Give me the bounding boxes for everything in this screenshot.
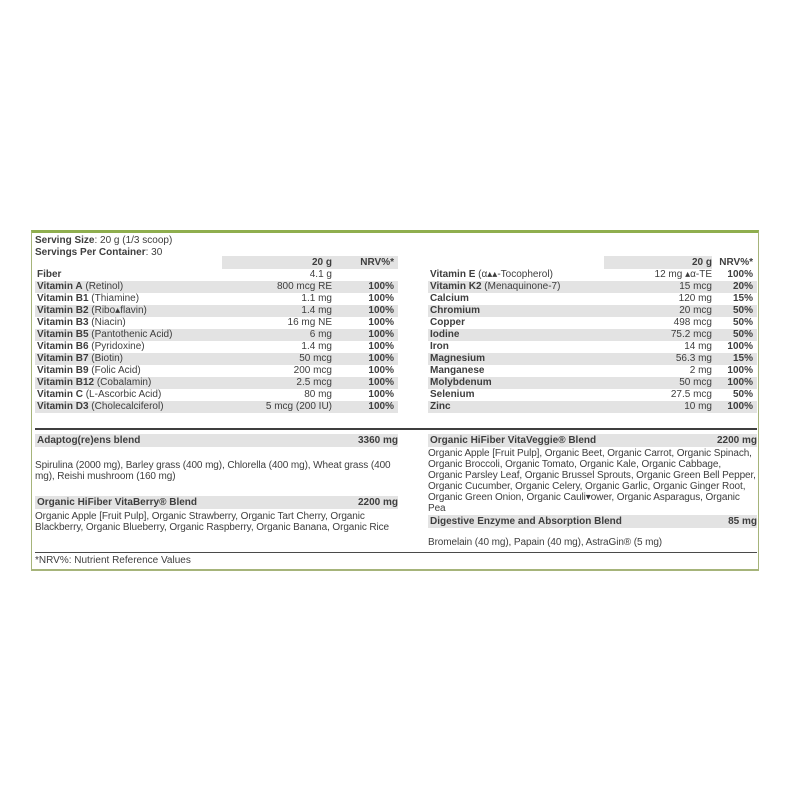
nutrient-name: Vitamin E (α▴▴-Tocopherol) <box>430 269 553 280</box>
header-amount: 20 g <box>604 256 712 269</box>
nutrient-name: Fiber <box>37 269 62 280</box>
nutrient-amount: 498 mcg <box>673 317 712 328</box>
nutrient-row <box>35 329 398 341</box>
nutrient-amount: 50 mcg <box>299 353 332 364</box>
nutrient-row <box>428 317 757 329</box>
nutrient-name: Vitamin B1 (Thiamine) <box>37 293 140 304</box>
nutrient-name: Manganese <box>430 365 485 376</box>
nutrient-name: Vitamin B6 (Pyridoxine) <box>37 341 145 352</box>
nutrient-nrv: 100% <box>368 377 394 388</box>
nutrient-name: Vitamin B7 (Biotin) <box>37 353 123 364</box>
nutrient-name: Vitamin K2 (Menaquinone-7) <box>430 281 561 292</box>
nutrient-name: Iron <box>430 341 449 352</box>
vitamins-table-left <box>35 256 398 413</box>
nutrient-amount: 200 mcg <box>293 365 332 376</box>
rows-left <box>35 269 398 413</box>
nutrient-name: Calcium <box>430 293 469 304</box>
nutrient-amount: 10 mg <box>684 401 712 412</box>
nutrient-amount: 1.1 mg <box>301 293 332 304</box>
nutrient-row <box>428 389 757 401</box>
nutrient-nrv: 50% <box>732 317 753 328</box>
nutrient-row <box>428 353 757 365</box>
nutrient-amount: 27.5 mcg <box>670 389 712 400</box>
nutrient-nrv: 15% <box>732 293 753 304</box>
nutrient-name: Vitamin A (Retinol) <box>37 281 124 292</box>
nutrient-name: Selenium <box>430 389 475 400</box>
nutrient-name: Magnesium <box>430 353 486 364</box>
nutrition-facts-panel <box>31 230 759 571</box>
nutrient-row <box>35 269 398 281</box>
blend-title: Organic HiFiber VitaVeggie® Blend <box>428 434 649 447</box>
nutrient-row <box>428 329 757 341</box>
nutrient-amount: 6 mg <box>309 329 332 340</box>
header-nrv: NRV%* <box>332 256 398 269</box>
serving-size-value: : 20 g (1/3 scoop) <box>94 235 173 246</box>
nutrient-name: Vitamin D3 (Cholecalciferol) <box>37 401 164 412</box>
nutrient-nrv: 100% <box>727 341 753 352</box>
nutrient-amount: 1.4 mg <box>301 305 332 316</box>
nutrient-amount: 2.5 mcg <box>296 377 332 388</box>
nutrient-name: Vitamin B2 (Ribo▴flavin) <box>37 305 147 316</box>
blend-header <box>35 434 398 447</box>
nutrient-name: Chromium <box>430 305 480 316</box>
header-nrv: NRV%* <box>712 256 757 269</box>
nutrient-row <box>35 305 398 317</box>
nutrient-name: Molybdenum <box>430 377 492 388</box>
blend-title: Digestive Enzyme and Absorption Blend <box>428 515 649 528</box>
nutrient-nrv: 20% <box>732 281 753 292</box>
nutrient-nrv: 100% <box>368 365 394 376</box>
section-divider-line <box>35 428 757 430</box>
nutrient-nrv: 100% <box>368 293 394 304</box>
nutrient-amount: 12 mg ▴α-TE <box>654 269 712 280</box>
nutrient-nrv: 100% <box>727 377 753 388</box>
blend-section <box>428 434 757 514</box>
nutrient-nrv: 100% <box>368 353 394 364</box>
nutrient-row <box>428 341 757 353</box>
nutrient-nrv: 15% <box>732 353 753 364</box>
nutrient-row <box>428 365 757 377</box>
nutrient-nrv: 100% <box>368 401 394 412</box>
header-amount: 20 g <box>222 256 332 269</box>
blends-left-column <box>35 434 398 533</box>
rows-right <box>428 269 757 413</box>
minerals-table-right <box>428 256 757 413</box>
nutrient-nrv: 100% <box>368 329 394 340</box>
nutrient-amount: 5 mcg (200 IU) <box>265 401 332 412</box>
nutrient-row <box>428 281 757 293</box>
table-header-left <box>35 256 398 269</box>
nutrient-row <box>35 401 398 413</box>
nutrient-amount: 4.1 g <box>309 269 332 280</box>
nutrient-nrv: 50% <box>732 305 753 316</box>
nutrient-nrv: 100% <box>368 341 394 352</box>
blend-title: Adaptog(re)ens blend <box>35 434 288 447</box>
footnote-divider-line <box>35 552 757 553</box>
nutrient-row <box>35 353 398 365</box>
serving-size-label: Serving Size <box>35 235 95 246</box>
nutrient-amount: 14 mg <box>684 341 712 352</box>
nutrient-nrv: 50% <box>732 389 753 400</box>
nutrient-name: Copper <box>430 317 465 328</box>
blend-amount: 2200 mg <box>649 434 757 447</box>
blend-amount: 85 mg <box>649 515 757 528</box>
nutrient-amount: 75.2 mcg <box>670 329 712 340</box>
blends-right-column <box>428 434 757 548</box>
nutrient-nrv: 100% <box>727 365 753 376</box>
nutrient-row <box>35 377 398 389</box>
blend-header <box>428 434 757 447</box>
nutrient-row <box>428 377 757 389</box>
nutrient-name: Vitamin B9 (Folic Acid) <box>37 365 141 376</box>
nutrient-name: Vitamin B3 (Niacin) <box>37 317 126 328</box>
nutrient-row <box>428 401 757 413</box>
blend-section <box>428 515 757 548</box>
nutrient-amount: 800 mcg RE <box>276 281 332 292</box>
nutrient-amount: 16 mg NE <box>287 317 332 328</box>
nutrient-amount: 56.3 mg <box>675 353 712 364</box>
nutrient-nrv: 100% <box>727 269 753 280</box>
nutrient-amount: 15 mcg <box>679 281 712 292</box>
nutrient-row <box>35 341 398 353</box>
blend-amount: 2200 mg <box>288 496 398 509</box>
nutrient-name: Zinc <box>430 401 451 412</box>
nutrient-row <box>428 293 757 305</box>
servings-per-container-label: Servings Per Container <box>35 247 146 258</box>
servings-per-container-value: : 30 <box>145 247 163 258</box>
blend-ingredients: Organic Apple [Fruit Pulp], Organic Beet, Organic Carrot, Organic Spinach, Organic Broccoli, Organic Tomato, Organic Kale, Organic Cabbage, Organic Parsley Leaf, Organic Brussel Sprouts, Organic Green Bell Pepper, Organic Cucumber, Organic Celery, Organic Garlic, Organic Ginger Root, Organic Green Onion, Organic Cauli▾ower, Organic Asparagus, Organic Pea <box>428 448 756 514</box>
blend-amount: 3360 mg <box>288 434 398 447</box>
blend-section <box>35 434 398 482</box>
nutrient-name: Vitamin C (L-Ascorbic Acid) <box>37 389 162 400</box>
nutrient-row <box>35 389 398 401</box>
nutrient-amount: 50 mcg <box>679 377 712 388</box>
nutrient-row <box>35 317 398 329</box>
blend-ingredients: Organic Apple [Fruit Pulp], Organic Strawberry, Organic Tart Cherry, Organic Blackberry, Organic Blueberry, Organic Raspberry, Organic Banana, Organic Rice <box>35 511 390 533</box>
nutrient-name: Iodine <box>430 329 460 340</box>
nutrient-nrv: 100% <box>368 305 394 316</box>
nutrient-row <box>35 365 398 377</box>
blend-header <box>35 496 398 509</box>
blend-title: Organic HiFiber VitaBerry® Blend <box>35 496 288 509</box>
nutrient-name: Vitamin B12 (Cobalamin) <box>37 377 152 388</box>
nutrient-amount: 2 mg <box>689 365 712 376</box>
nutrient-amount: 80 mg <box>304 389 332 400</box>
nutrient-nrv: 100% <box>727 401 753 412</box>
serving-size-line <box>35 235 172 247</box>
nutrient-row <box>35 293 398 305</box>
nutrient-amount: 1.4 mg <box>301 341 332 352</box>
nutrient-amount: 20 mcg <box>679 305 712 316</box>
blend-ingredients: Bromelain (40 mg), Papain (40 mg), AstraGin® (5 mg) <box>428 537 663 548</box>
nutrient-nrv: 100% <box>368 281 394 292</box>
blend-section <box>35 496 398 533</box>
nutrient-nrv: 50% <box>732 329 753 340</box>
nutrient-amount: 120 mg <box>678 293 712 304</box>
nutrient-nrv: 100% <box>368 389 394 400</box>
blend-header <box>428 515 757 528</box>
nutrient-row <box>428 305 757 317</box>
nutrient-row <box>35 281 398 293</box>
nutrient-nrv: 100% <box>368 317 394 328</box>
table-header-right <box>428 256 757 269</box>
nutrient-row <box>428 269 757 281</box>
footnote: *NRV%: Nutrient Reference Values <box>35 555 191 566</box>
nutrient-name: Vitamin B5 (Pantothenic Acid) <box>37 329 173 340</box>
blend-ingredients: Spirulina (2000 mg), Barley grass (400 mg), Chlorella (400 mg), Wheat grass (400 mg), Reishi mushroom (160 mg) <box>35 460 391 482</box>
